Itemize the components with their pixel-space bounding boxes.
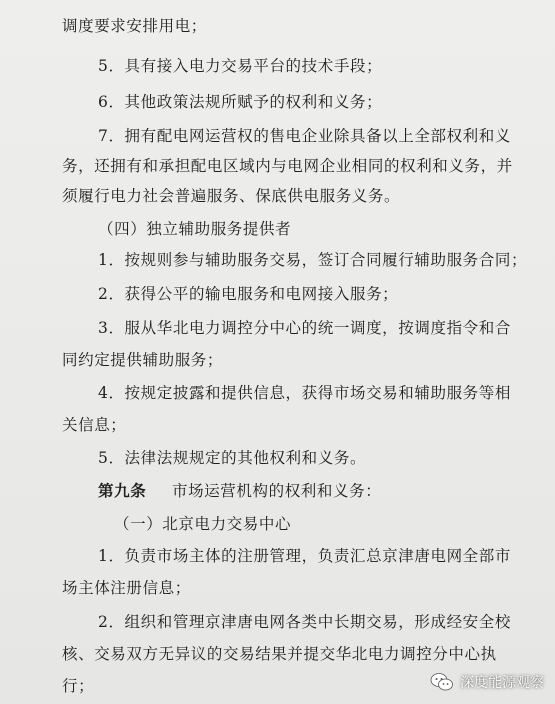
text-line: 行； [62, 677, 95, 695]
text-line: 调度要求安排用电； [62, 17, 207, 35]
text-line: 6．其他政策法规所赋予的权利和义务； [98, 93, 383, 111]
text-line: 1．按规则参与辅助服务交易，签订合同履行辅助服务合同； [98, 251, 528, 269]
text-line: 场主体注册信息； [62, 579, 191, 597]
article-number: 第九条 [98, 481, 147, 500]
watermark-text: 深度能源观察 [460, 675, 544, 691]
article-title: 市场运营机构的权利和义务： [172, 482, 382, 500]
text-line: 须履行电力社会普遍服务、保底供电服务义务。 [62, 187, 401, 205]
text-line: 1．负责市场主体的注册管理，负责汇总京津唐电网全部市 [98, 547, 511, 565]
text-line: 4．按规定披露和提供信息，获得市场交易和辅助服务等相 [98, 384, 511, 402]
text-line: 5．具有接入电力交易平台的技术手段； [98, 57, 383, 75]
text-line: 2．组织和管理京津唐电网各类中长期交易，形成经安全校 [98, 613, 511, 631]
text-line: 核、交易双方无异议的交易结果并提交华北电力调控分中心执 [62, 645, 497, 663]
text-line: 务，还拥有和承担配电区域内与电网企业相同的权利和义务，并 [62, 157, 513, 175]
text-line: 同约定提供辅助服务； [62, 351, 224, 369]
text-line: 7．拥有配电网运营权的售电企业除具备以上全部权利和义 [98, 127, 511, 145]
text-line: 2．获得公平的输电服务和电网接入服务； [98, 285, 399, 303]
section-heading: （四）独立辅助服务提供者 [98, 220, 292, 238]
text-line: 关信息； [62, 416, 127, 434]
section-heading: （一）北京电力交易中心 [114, 515, 292, 533]
text-line: 5．法律法规规定的其他权利和义务。 [98, 449, 367, 467]
wechat-icon [430, 672, 454, 692]
text-line: 3．服从华北电力调控分中心的统一调度，按调度指令和合 [98, 319, 511, 337]
watermark [430, 672, 544, 692]
